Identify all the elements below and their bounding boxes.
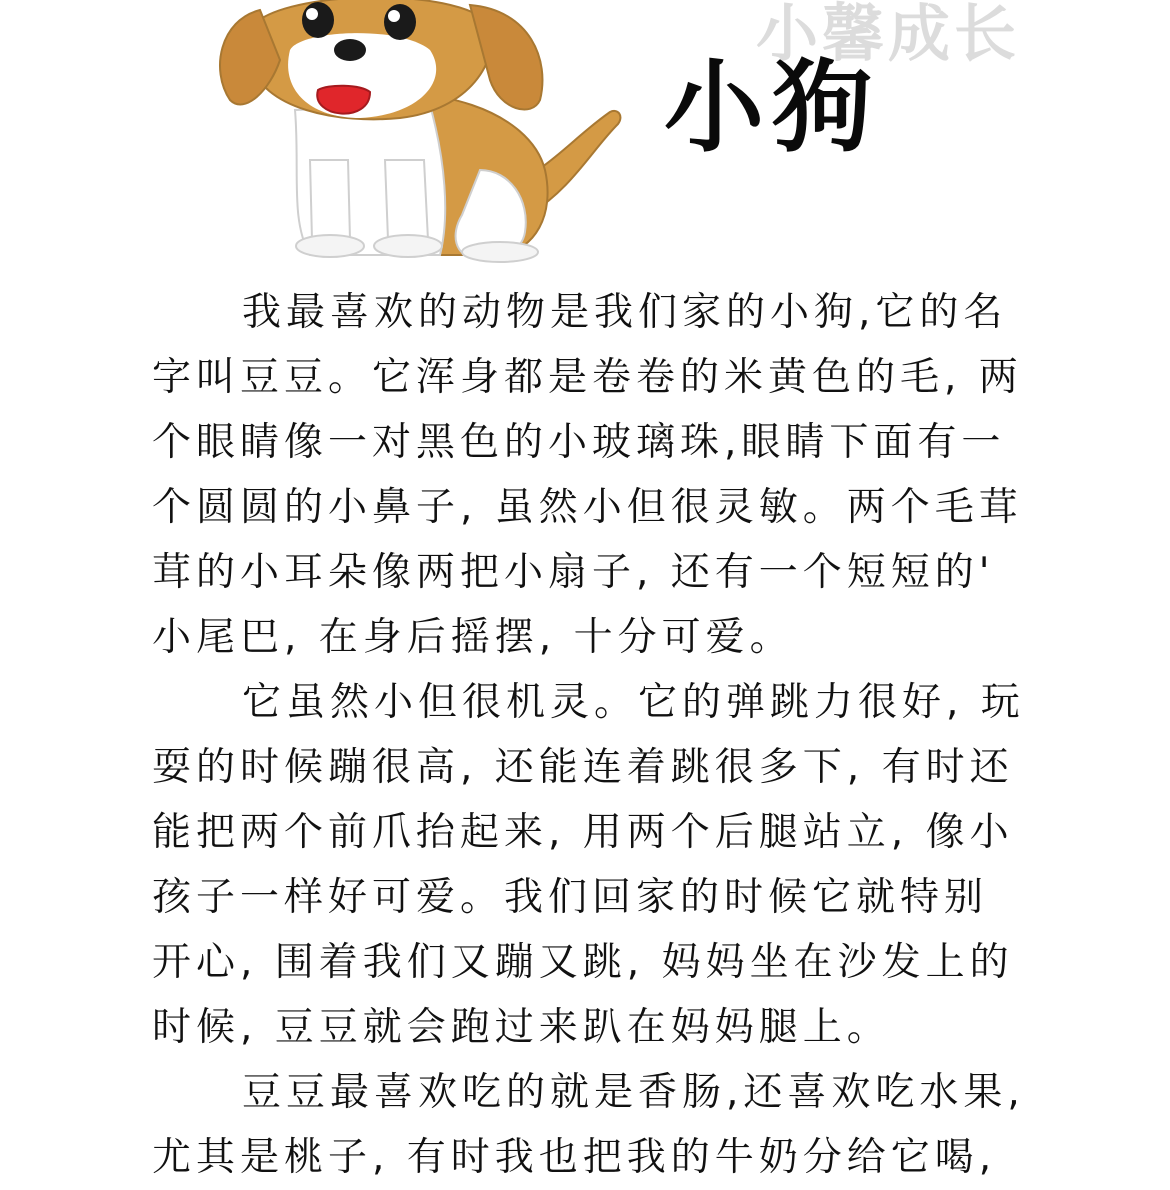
text-line: 尤其是桃子, 有时我也把我的牛奶分给它喝, — [152, 1135, 997, 1180]
text-line: 孩子一样好可爱。我们回家的时候它就特别 — [152, 875, 989, 920]
text-line: 个圆圆的小鼻子, 虽然小但很灵敏。两个毛茸 — [152, 485, 1023, 530]
paragraph-3 — [152, 1060, 1032, 1190]
cartoon-puppy-icon — [200, 0, 640, 270]
page-title: 小狗 — [664, 48, 880, 166]
text-line: 我最喜欢的动物是我们家的小狗,它的名 — [242, 290, 1008, 335]
text-line: 它虽然小但很机灵。它的弹跳力很好, 玩 — [242, 680, 1025, 725]
text-line: 时候, 豆豆就会跑过来趴在妈妈腿上。 — [152, 1005, 891, 1050]
essay-body — [152, 280, 1032, 1190]
watermark-text: 小馨成长 — [756, 0, 1021, 70]
text-line: 小尾巴, 在身后摇摆, 十分可爱。 — [152, 615, 794, 660]
text-line: 茸的小耳朵像两把小扇子, 还有一个短短的' — [152, 550, 995, 595]
text-line: 开心, 围着我们又蹦又跳, 妈妈坐在沙发上的 — [152, 940, 1014, 985]
text-line: 耍的时候蹦很高, 还能连着跳很多下, 有时还 — [152, 745, 1014, 790]
text-line: 能把两个前爪抬起来, 用两个后腿站立, 像小 — [152, 810, 1014, 855]
text-line: 字叫豆豆。它浑身都是卷卷的米黄色的毛, 两 — [152, 355, 1023, 400]
text-line: 豆豆最喜欢吃的就是香肠,还喜欢吃水果, — [242, 1070, 1025, 1115]
paragraph-2 — [152, 670, 1032, 1060]
paragraph-1 — [152, 280, 1032, 670]
text-line: 个眼睛像一对黑色的小玻璃珠,眼睛下面有一 — [152, 420, 1006, 465]
